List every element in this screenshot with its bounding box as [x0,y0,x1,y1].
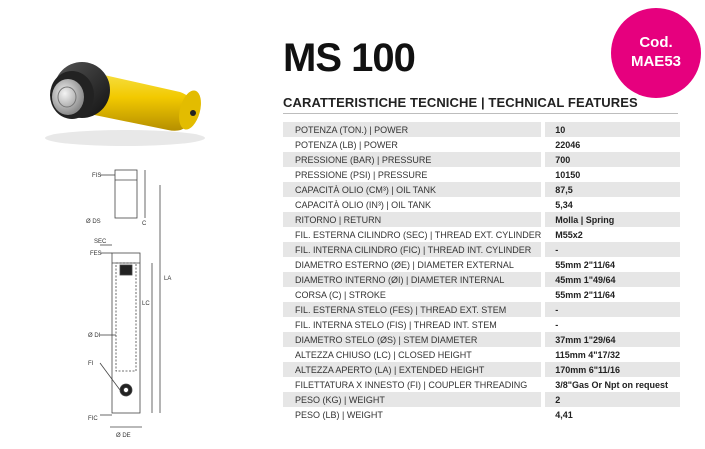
drawing-label-di: Ø DI [88,333,101,339]
spec-row [283,347,680,362]
spec-label: FILETTATURA X INNESTO (FI) | COUPLER THREADING [295,379,528,390]
spec-row [283,257,680,272]
spec-row [283,242,680,257]
code-value: MAE53 [630,53,682,70]
spec-value: 37mm 1"29/64 [543,332,680,347]
spec-label: POTENZA (LB) | POWER [295,139,398,150]
spec-row [283,362,680,377]
spec-value: 87,5 [543,182,680,197]
product-code-badge [611,8,701,98]
spec-row [283,167,680,182]
spec-row [283,407,680,422]
spec-row [283,287,680,302]
drawing-label-fic: FIC [88,416,98,422]
spec-row [283,377,680,392]
spec-label: PRESSIONE (PSI) | PRESSURE [295,169,428,180]
drawing-label-fi: FI [88,361,94,367]
spec-value: 115mm 4"17/32 [543,347,680,362]
spec-row [283,302,680,317]
spec-label: POTENZA (TON.) | POWER [283,122,543,137]
model-title: MS 100 [283,36,415,80]
spec-value: 3/8"Gas Or Npt on request [543,377,680,392]
spec-label: RITORNO | RETURN [283,212,543,227]
drawing-label-sec: SEC [94,239,107,245]
spec-label: CAPACITÀ OLIO (CM³) | OIL TANK [283,182,543,197]
heading-divider [283,113,678,114]
spec-label: FIL. ESTERNA STELO (FES) | THREAD EXT. STEM [283,302,543,317]
spec-label: FIL. INTERNA STELO (FIS) | THREAD INT. STEM [295,319,497,330]
spec-row [283,122,680,137]
spec-row [283,317,680,332]
technical-drawing [80,165,180,445]
spec-label: PRESSIONE (BAR) | PRESSURE [283,152,543,167]
spec-label: DIAMETRO ESTERNO (ØE) | DIAMETER EXTERNAL [295,259,514,270]
spec-row [283,332,680,347]
spec-value: - [543,242,680,257]
spec-value: 55mm 2"11/64 [543,257,680,272]
spec-value: 700 [543,152,680,167]
drawing-label-lc: LC [142,301,150,307]
spec-row [283,227,680,242]
spec-label: FIL. ESTERNA CILINDRO (SEC) | THREAD EXT. CYLINDER [295,229,542,240]
spec-table [283,122,680,422]
drawing-label-ds: Ø DS [86,219,101,225]
spec-value: - [543,302,680,317]
drawing-label-fis: FIS [92,173,102,179]
drawing-label-de: Ø DE [116,433,131,439]
spec-row [283,212,680,227]
spec-row [283,272,680,287]
spec-label: ALTEZZA APERTO (LA) | EXTENDED HEIGHT [283,362,543,377]
spec-label: PESO (LB) | WEIGHT [295,409,383,420]
spec-value: 2 [543,392,680,407]
spec-value: 10 [543,122,680,137]
spec-label: DIAMETRO STELO (ØS) | STEM DIAMETER [283,332,543,347]
product-photo [30,40,210,150]
spec-value: Molla | Spring [543,212,680,227]
spec-label: CORSA (C) | STROKE [295,289,386,300]
spec-value: - [543,317,680,332]
spec-value: 170mm 6"11/16 [543,362,680,377]
spec-value: 5,34 [543,197,680,212]
spec-row [283,152,680,167]
spec-label: CAPACITÀ OLIO (IN³) | OIL TANK [295,199,432,210]
features-heading: CARATTERISTICHE TECNICHE | TECHNICAL FEATURES [283,95,638,110]
spec-row [283,392,680,407]
spec-row [283,137,680,152]
spec-value: 10150 [543,167,680,182]
spec-value: 4,41 [543,407,680,422]
drawing-label-c: C [142,221,147,227]
spec-label: PESO (KG) | WEIGHT [283,392,543,407]
spec-value: 22046 [543,137,680,152]
code-label: Cod. [639,34,673,52]
spec-value: 45mm 1"49/64 [543,272,680,287]
spec-value: M55x2 [543,227,680,242]
spec-value: 55mm 2"11/64 [543,287,680,302]
spec-label: DIAMETRO INTERNO (ØI) | DIAMETER INTERNAL [283,272,543,287]
spec-row [283,197,680,212]
spec-label: ALTEZZA CHIUSO (LC) | CLOSED HEIGHT [295,349,472,360]
drawing-label-fes: FES [90,251,102,257]
drawing-label-la: LA [164,276,172,282]
spec-row [283,182,680,197]
spec-label: FIL. INTERNA CILINDRO (FIC) | THREAD INT. CYLINDER [283,242,543,257]
